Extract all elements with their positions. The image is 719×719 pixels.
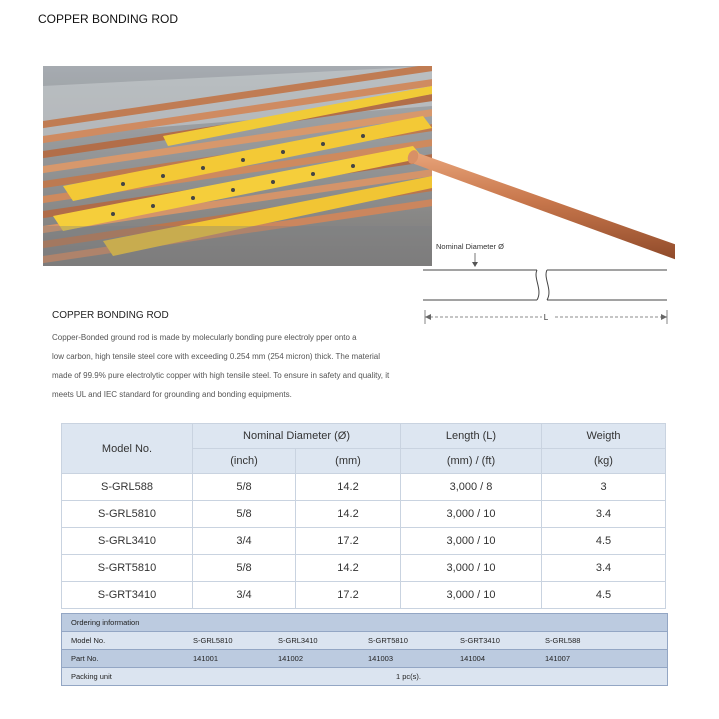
table-row xyxy=(62,555,666,582)
ordering-part-label: Part No. xyxy=(71,654,99,663)
table-row xyxy=(62,582,666,609)
cell-weight: 4.5 xyxy=(542,528,666,555)
description-line: meets UL and IEC standard for grounding and bonding equipments. xyxy=(52,390,292,399)
description-body xyxy=(52,328,432,404)
header-model: Model No. xyxy=(62,424,193,474)
cell-model: S-GRT3410 xyxy=(62,582,193,609)
product-photo xyxy=(43,66,432,266)
rod-diagram xyxy=(405,140,675,330)
header-length: Length (L) xyxy=(401,424,542,449)
cell-model: S-GRL588 xyxy=(62,474,193,501)
ordering-model-row xyxy=(62,632,667,650)
header-weight: Weigth xyxy=(542,424,666,449)
spec-table xyxy=(61,423,666,609)
ordering-part-row xyxy=(62,650,667,668)
cell-model: S-GRL5810 xyxy=(62,501,193,528)
description-title: COPPER BONDING ROD xyxy=(52,310,169,321)
cell-mm: 17.2 xyxy=(296,528,401,555)
ordering-part: 141007 xyxy=(545,654,571,663)
description-line: made of 99.9% pure electrolytic copper with high tensile steel. To ensure in safety and quality, it xyxy=(52,371,390,380)
cell-inch: 5/8 xyxy=(193,555,296,582)
cell-weight: 3.4 xyxy=(542,555,666,582)
header-length-unit: (mm) / (ft) xyxy=(401,449,542,474)
description xyxy=(52,310,432,404)
ordering-packing-label: Packing unit xyxy=(71,672,112,681)
rod-illustration xyxy=(405,140,675,330)
cell-length: 3,000 / 10 xyxy=(401,582,542,609)
cell-length: 3,000 / 10 xyxy=(401,528,542,555)
cell-inch: 5/8 xyxy=(193,474,296,501)
cell-weight: 3 xyxy=(542,474,666,501)
cell-mm: 14.2 xyxy=(296,501,401,528)
ordering-model: S-GRT5810 xyxy=(368,636,408,645)
ordering-title: Ordering information xyxy=(71,618,140,627)
table-row xyxy=(62,501,666,528)
cell-inch: 5/8 xyxy=(193,501,296,528)
header-weight-unit: (kg) xyxy=(542,449,666,474)
ordering-info xyxy=(61,613,668,686)
cell-mm: 17.2 xyxy=(296,582,401,609)
ordering-part: 141004 xyxy=(460,654,486,663)
table-row xyxy=(62,474,666,501)
header-diameter: Nominal Diameter (Ø) xyxy=(193,424,401,449)
cell-inch: 3/4 xyxy=(193,528,296,555)
ordering-packing-value: 1 pc(s). xyxy=(396,672,422,681)
header-mm: (mm) xyxy=(296,449,401,474)
ordering-title-row xyxy=(62,614,667,632)
cell-length: 3,000 / 10 xyxy=(401,501,542,528)
rod-bundle-image xyxy=(43,66,432,266)
ordering-part: 141003 xyxy=(368,654,394,663)
ordering-part: 141001 xyxy=(193,654,219,663)
cell-mm: 14.2 xyxy=(296,474,401,501)
table-header-row xyxy=(62,424,666,449)
cell-model: S-GRL3410 xyxy=(62,528,193,555)
nominal-diameter-label: Nominal Diameter Ø xyxy=(436,242,504,251)
ordering-model-label: Model No. xyxy=(71,636,106,645)
cell-weight: 3.4 xyxy=(542,501,666,528)
ordering-packing-row xyxy=(62,668,667,685)
ordering-model: S-GRL588 xyxy=(545,636,581,645)
cell-weight: 4.5 xyxy=(542,582,666,609)
cell-mm: 14.2 xyxy=(296,555,401,582)
header-inch: (inch) xyxy=(193,449,296,474)
ordering-model: S-GRT3410 xyxy=(460,636,500,645)
table-row xyxy=(62,528,666,555)
cell-model: S-GRT5810 xyxy=(62,555,193,582)
ordering-part: 141002 xyxy=(278,654,304,663)
length-label: L xyxy=(543,313,549,322)
cell-length: 3,000 / 8 xyxy=(401,474,542,501)
ordering-model: S-GRL3410 xyxy=(278,636,318,645)
cell-length: 3,000 / 10 xyxy=(401,555,542,582)
page-title: COPPER BONDING ROD xyxy=(38,12,179,26)
cell-inch: 3/4 xyxy=(193,582,296,609)
ordering-model: S-GRL5810 xyxy=(193,636,233,645)
description-line: low carbon, high tensile steel core with exceeding 0.254 mm (254 micron) thick. The material xyxy=(52,352,381,361)
description-line: Copper-Bonded ground rod is made by molecularly bonding pure electroly pper onto a xyxy=(52,333,357,342)
